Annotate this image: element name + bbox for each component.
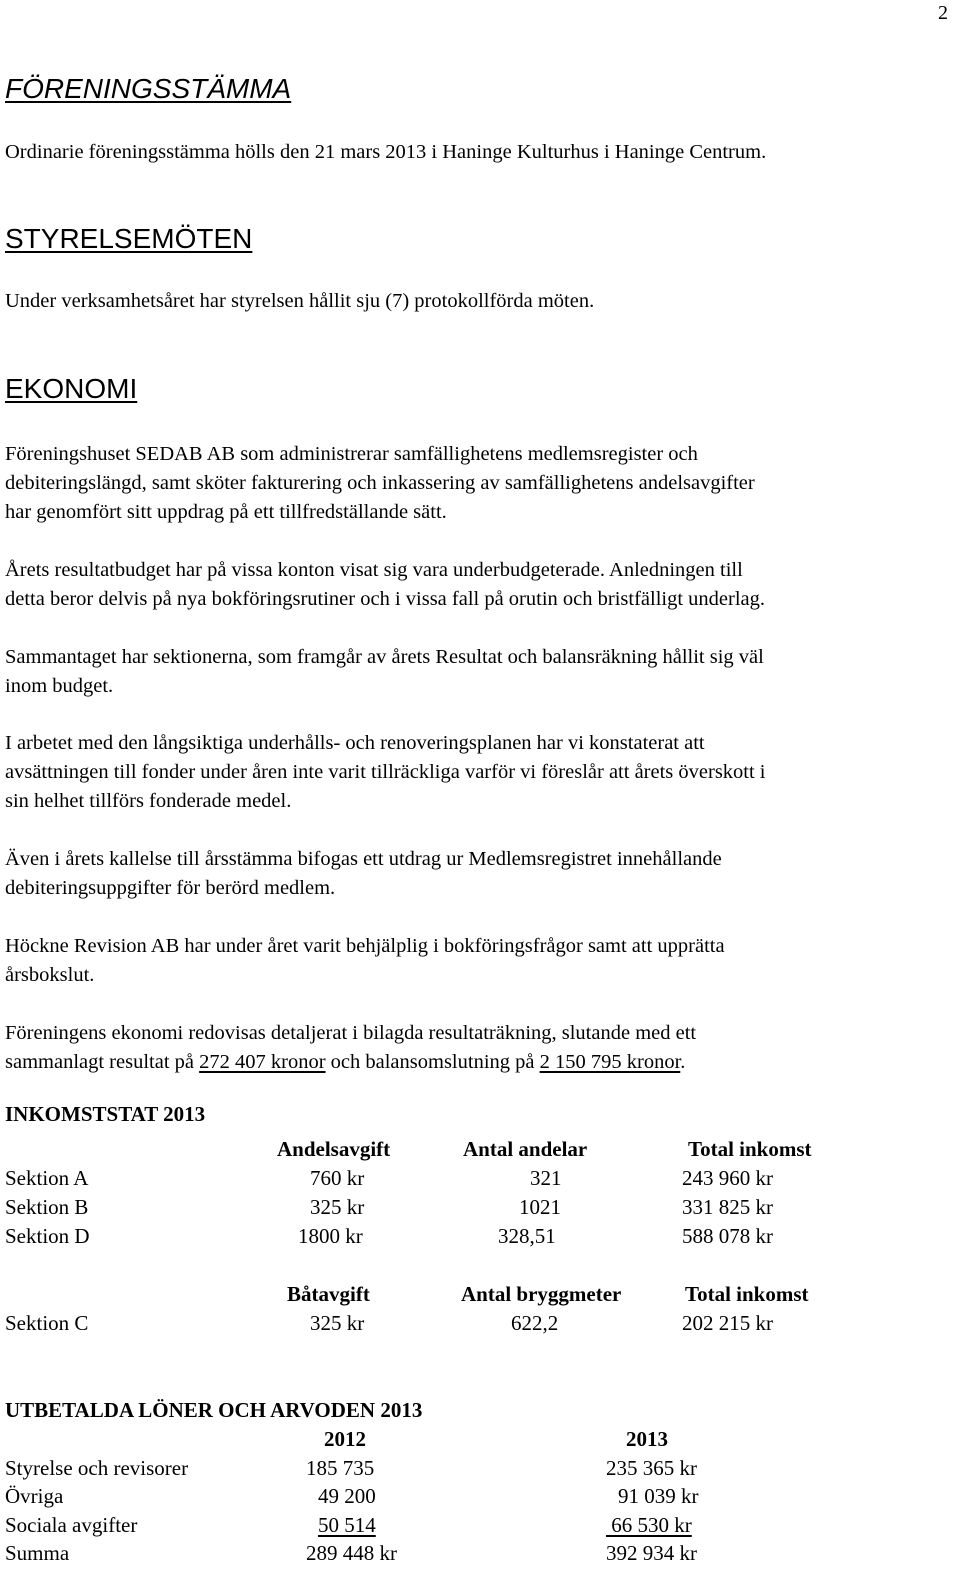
row-value: 289 448 kr <box>306 1541 397 1565</box>
row-label: Styrelse och revisorer <box>5 1456 189 1480</box>
row-value: 66 530 kr <box>606 1513 692 1537</box>
ekonomi-p7-line1: Föreningens ekonomi redovisas detaljerat i bilagda resultaträkning, slutande med ett <box>5 1022 697 1044</box>
row-value: 50 514 <box>318 1513 376 1537</box>
heading-foreningsstamma: FÖRENINGSSTÄMMA <box>5 73 292 104</box>
row-label: Sociala avgifter <box>5 1513 138 1537</box>
row-value: 622,2 <box>511 1311 559 1335</box>
row-value: 392 934 kr <box>606 1541 697 1565</box>
row-label: Sektion B <box>5 1195 89 1219</box>
ekonomi-p3-line1: Sammantaget har sektionerna, som framgår av årets Resultat och balansräkning hållit sig väl <box>5 646 764 668</box>
row-value: 185 735 <box>306 1456 375 1480</box>
col-header-2013: 2013 <box>626 1427 668 1451</box>
col-header-andelsavgift: Andelsavgift <box>277 1137 391 1161</box>
ekonomi-p1-line1: Föreningshuset SEDAB AB som administrerar samfällighetens medlemsregister och <box>5 443 698 465</box>
row-value: 202 215 kr <box>682 1311 773 1335</box>
inkomststat-title: INKOMSTSTAT 2013 <box>5 1102 206 1126</box>
ekonomi-p5-line1: Även i årets kallelse till årsstämma bifogas ett utdrag ur Medlemsregistret innehållande <box>5 848 722 870</box>
ekonomi-p6-line2: årsbokslut. <box>5 964 95 986</box>
ekonomi-p6-line1: Höckne Revision AB har under året varit behjälplig i bokföringsfrågor samt att upprätta <box>5 935 725 957</box>
row-label: Sektion A <box>5 1166 89 1190</box>
ekonomi-p1-line2: debiteringslängd, samt sköter fakturering och inkassering av samfällighetens andelsavgifter <box>5 472 755 494</box>
loner-title: UTBETALDA LÖNER OCH ARVODEN 2013 <box>5 1398 423 1422</box>
balance-total: 2 150 795 kronor <box>539 1051 681 1073</box>
ekonomi-p5-line2: debiteringsuppgifter för berörd medlem. <box>5 877 336 899</box>
row-value: 235 365 kr <box>606 1456 697 1480</box>
col-header-2012: 2012 <box>324 1427 366 1451</box>
row-value: 588 078 kr <box>682 1224 773 1248</box>
ekonomi-p2-line1: Årets resultatbudget har på vissa konton visat sig vara underbudgeterade. Anledningen till <box>5 559 743 581</box>
row-value: 325 kr <box>310 1195 365 1219</box>
total-result: 272 407 kronor <box>199 1051 326 1073</box>
ekonomi-p4-line3: sin helhet tillförs fonderade medel. <box>5 790 292 812</box>
heading-ekonomi: EKONOMI <box>5 373 138 404</box>
row-value: 328,51 <box>498 1224 556 1248</box>
col-header-antal-bryggmeter: Antal bryggmeter <box>461 1282 622 1306</box>
ekonomi-p4-line2: avsättningen till fonder under åren inte varit tillräckliga varför vi föreslår att årets överskott i <box>5 761 766 783</box>
ekonomi-p3-line2: inom budget. <box>5 675 114 697</box>
ekonomi-p1-line3: har genomfört sitt uppdrag på ett tillfredställande sätt. <box>5 501 447 523</box>
row-label: Övriga <box>5 1484 64 1508</box>
col-header-total-inkomst-2: Total inkomst <box>685 1282 809 1306</box>
heading-styrelsemoten: STYRELSEMÖTEN <box>5 223 253 254</box>
row-value: 1021 <box>519 1195 561 1219</box>
p7-pre: sammanlagt resultat på <box>5 1051 200 1073</box>
row-value: 49 200 <box>318 1484 376 1508</box>
ekonomi-p4-line1: I arbetet med den långsiktiga underhålls- och renoveringsplanen har vi konstaterat att <box>5 732 705 754</box>
col-header-total-inkomst: Total inkomst <box>688 1137 812 1161</box>
row-value: 325 kr <box>310 1311 365 1335</box>
stamma-text: Ordinarie föreningsstämma hölls den 21 mars 2013 i Haninge Kulturhus i Haninge Centrum. <box>5 141 767 163</box>
row-value: 331 825 kr <box>682 1195 773 1219</box>
row-value: 243 960 kr <box>682 1166 773 1190</box>
row-label: Sektion D <box>5 1224 90 1248</box>
row-value: 760 kr <box>310 1166 365 1190</box>
col-header-antal-andelar: Antal andelar <box>463 1137 588 1161</box>
p7-mid: och balansomslutning på <box>325 1051 540 1073</box>
p7-end: . <box>680 1051 686 1073</box>
page-number: 2 <box>938 2 948 24</box>
row-label: Sektion C <box>5 1311 89 1335</box>
row-value: 1800 kr <box>298 1224 363 1248</box>
row-value: 91 039 kr <box>618 1484 699 1508</box>
ekonomi-p7-line2 <box>5 1048 685 1077</box>
col-header-batavgift: Båtavgift <box>287 1282 370 1306</box>
ekonomi-p2-line2: detta beror delvis på nya bokföringsrutiner och i vissa fall på orutin och bristfälligt underlag. <box>5 588 766 610</box>
row-value: 321 <box>530 1166 562 1190</box>
row-label: Summa <box>5 1541 70 1565</box>
styrelsemoten-text: Under verksamhetsåret har styrelsen hållit sju (7) protokollförda möten. <box>5 290 595 312</box>
